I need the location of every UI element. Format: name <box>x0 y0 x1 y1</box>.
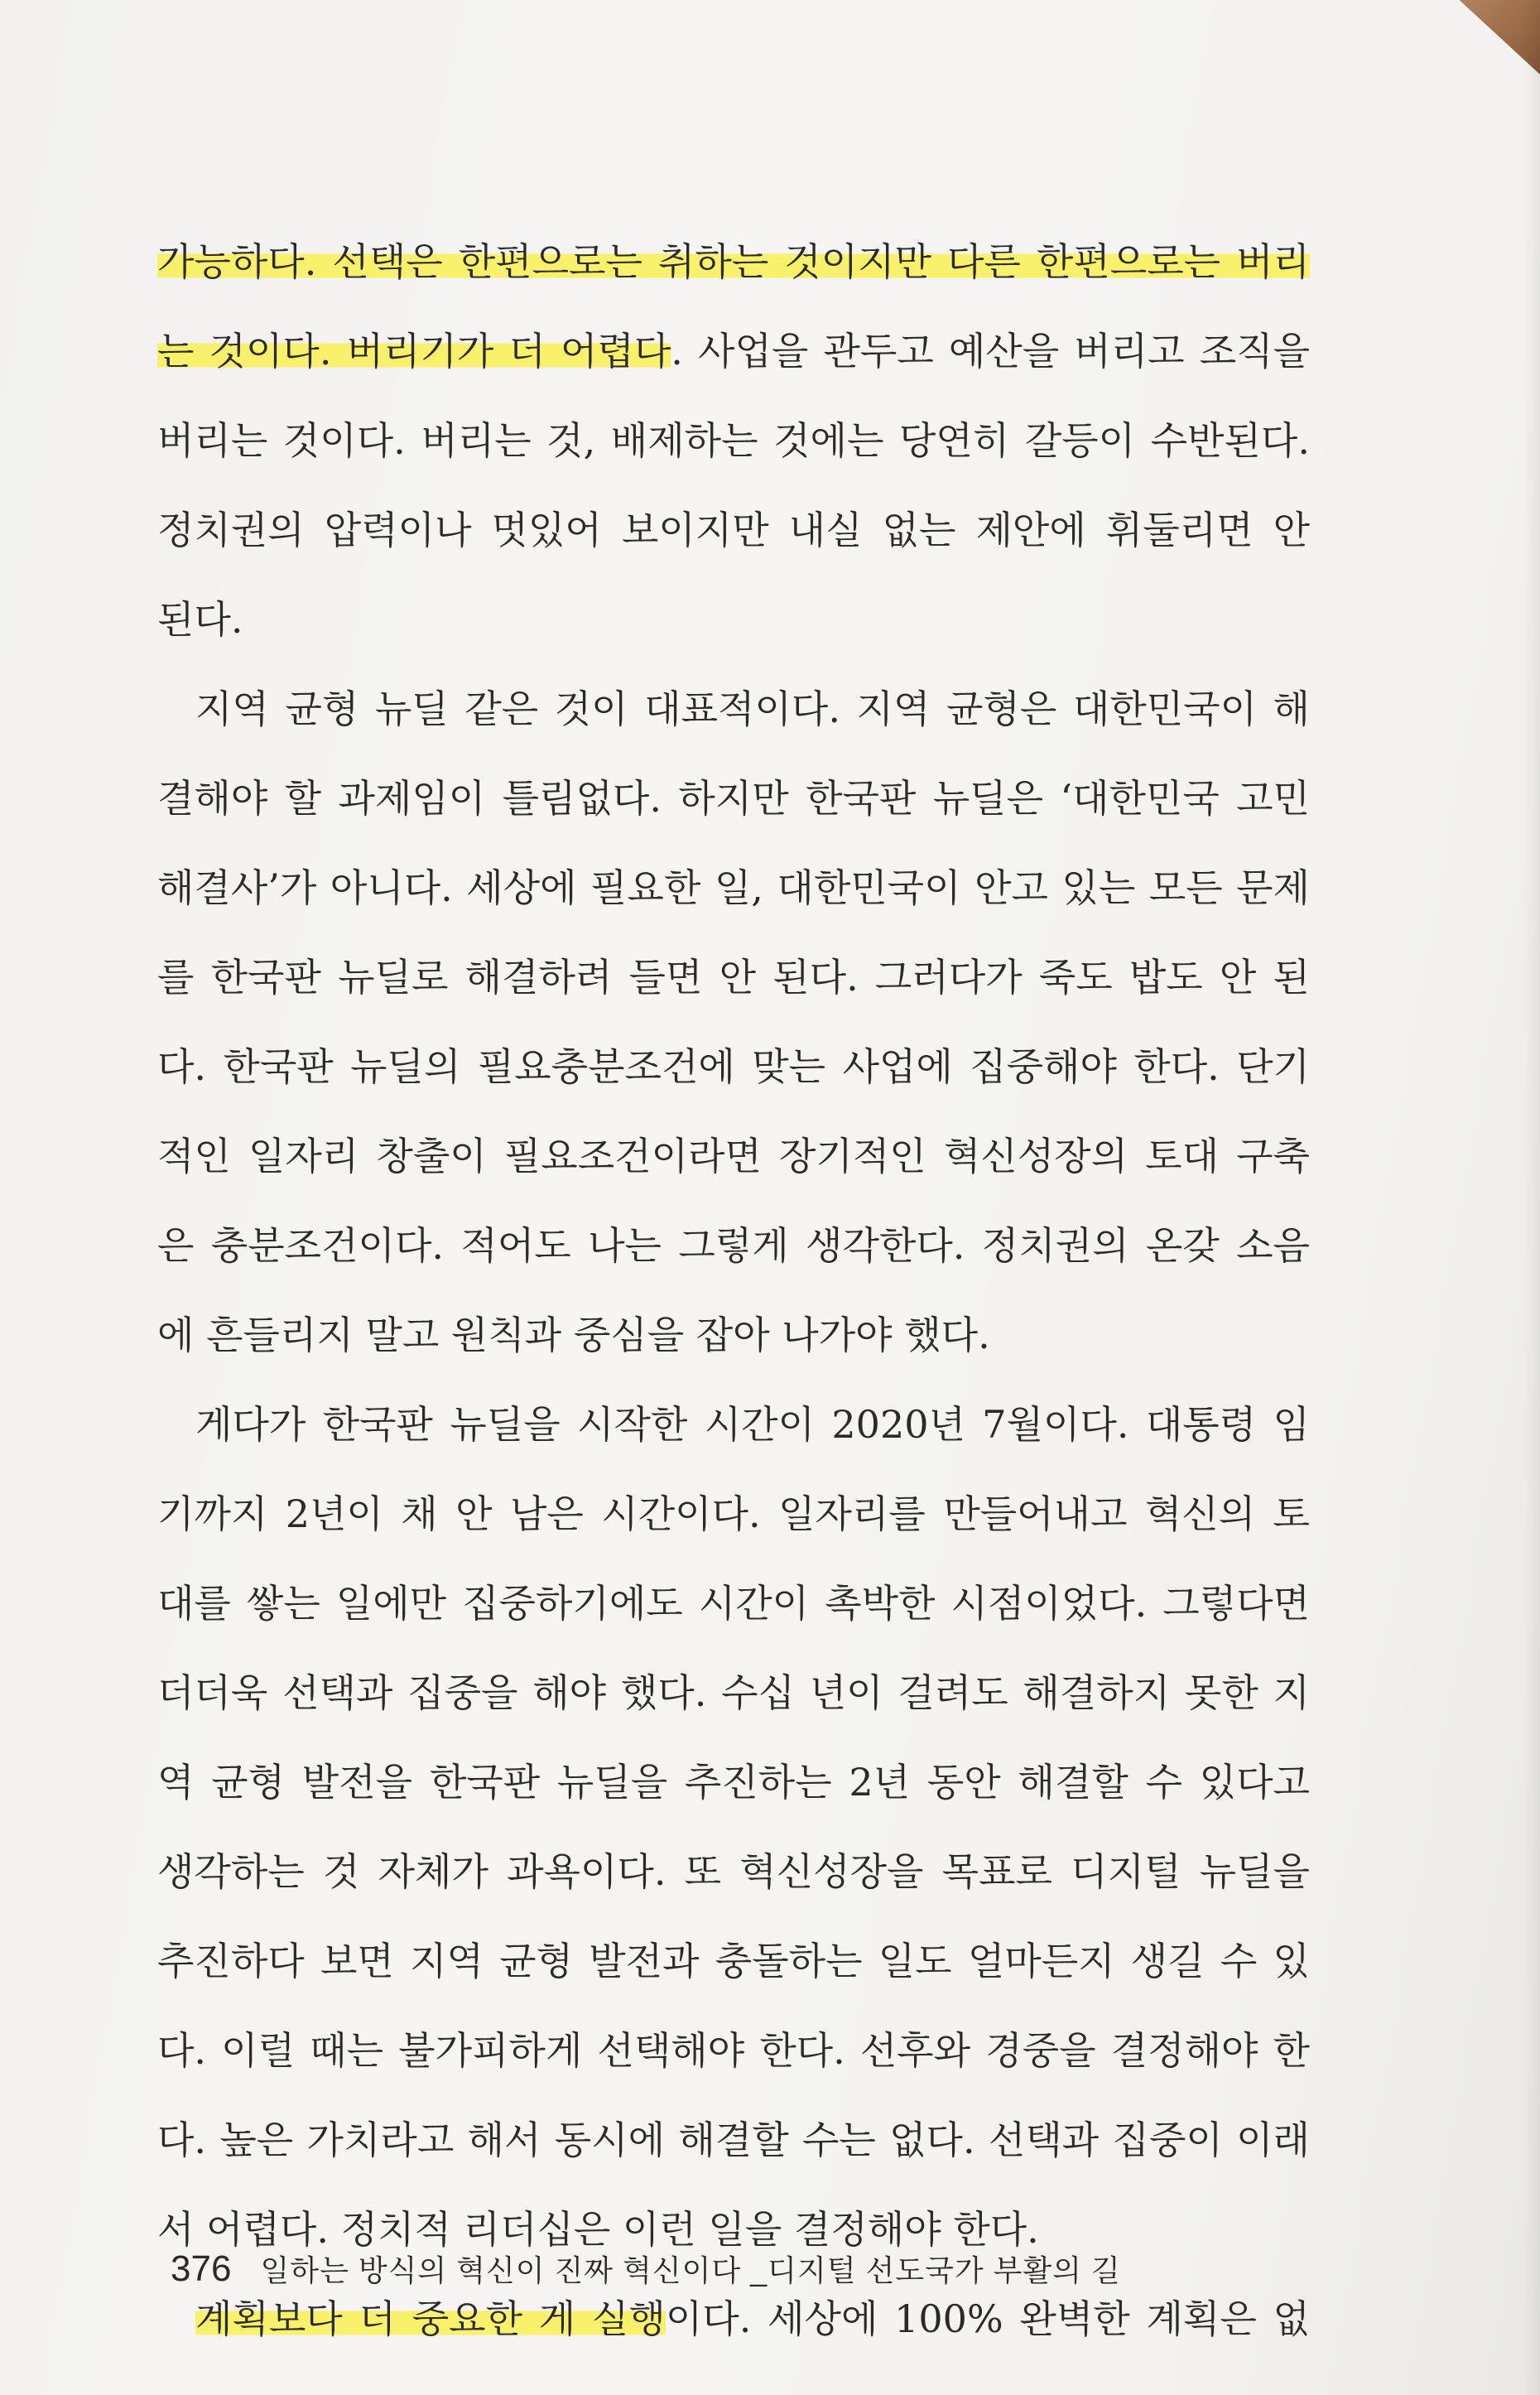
text-line: 게다가 한국판 뉴딜을 시작한 시간이 2020년 7월이다. 대통령 임 <box>195 1402 1310 1447</box>
page-edge-shadow <box>1523 0 1540 2395</box>
text-line: 지역 균형 뉴딜 같은 것이 대표적이다. 지역 균형은 대한민국이 해 <box>195 687 1310 731</box>
body-text <box>157 217 1310 2364</box>
text-line: 는 것이다. 버리기가 더 어렵다. 사업을 관두고 예산을 버리고 조직을 <box>157 329 1310 373</box>
text-line: 를 한국판 뉴딜로 해결하려 들면 안 된다. 그러다가 죽도 밥도 안 된 <box>157 955 1310 1000</box>
text-line: 버리는 것이다. 버리는 것, 배제하는 것에는 당연히 갈등이 수반된다. <box>157 418 1310 463</box>
page-number: 376 <box>171 2248 232 2289</box>
text-line: 계획보다 더 중요한 게 실행이다. 세상에 100% 완벽한 계획은 없 <box>195 2296 1310 2341</box>
text-line: 해결사’가 아니다. 세상에 필요한 일, 대한민국이 안고 있는 모든 문제 <box>157 865 1310 910</box>
text-line: 다. 한국판 뉴딜의 필요충분조건에 맞는 사업에 집중해야 한다. 단기 <box>157 1044 1310 1089</box>
text-line <box>157 217 1310 306</box>
text-line: 된다. <box>157 597 243 642</box>
text-line: 서 어렵다. 정치적 리더십은 이런 일을 결정해야 한다. <box>157 2207 1039 2252</box>
text-line: 더더욱 선택과 집중을 해야 했다. 수십 년이 걸려도 해결하지 못한 지 <box>157 1670 1310 1715</box>
highlighted-text: 가능하다. 선택은 한편으로는 취하는 것이지만 다른 한편으로는 버리 <box>157 239 1310 284</box>
text-line: 역 균형 발전을 한국판 뉴딜을 추진하는 2년 동안 해결할 수 있다고 <box>157 1760 1310 1805</box>
text-line: 다. 높은 가치라고 해서 동시에 해결할 수는 없다. 선택과 집중이 이래 <box>157 2118 1310 2162</box>
text-line: 적인 일자리 창출이 필요조건이라면 장기적인 혁신성장의 토대 구축 <box>157 1134 1310 1178</box>
text-line: 결해야 할 과제임이 틀림없다. 하지만 한국판 뉴딜은 ‘대한민국 고민 <box>157 776 1310 821</box>
text-line: 대를 쌓는 일에만 집중하기에도 시간이 촉박한 시점이었다. 그렇다면 <box>157 1581 1310 1626</box>
text-line: 다. 이럴 때는 불가피하게 선택해야 한다. 선후와 경중을 결정해야 한 <box>157 2028 1310 2073</box>
text-line: 정치권의 압력이나 멋있어 보이지만 내실 없는 제안에 휘둘리면 안 <box>157 508 1310 552</box>
text-line: 생각하는 것 자체가 과욕이다. 또 혁신성장을 목표로 디지털 뉴딜을 <box>157 1849 1310 1894</box>
highlighted-text: 는 것이다. 버리기가 더 어렵다 <box>157 329 671 373</box>
text-line: 은 충분조건이다. 적어도 나는 그렇게 생각한다. 정치권의 온갖 소음 <box>157 1223 1310 1268</box>
page-footer <box>171 2244 1121 2294</box>
text-line: 추진하다 보면 지역 균형 발전과 충돌하는 일도 얼마든지 생길 수 있 <box>157 1939 1310 1983</box>
text-line: 기까지 2년이 채 안 남은 시간이다. 일자리를 만들어내고 혁신의 토 <box>157 1491 1310 1536</box>
running-title: 일하는 방식의 혁신이 진짜 혁신이다 _디지털 선도국가 부활의 길 <box>260 2253 1121 2287</box>
text-line: 에 흔들리지 말고 원칙과 중심을 잡아 나가야 했다. <box>157 1313 990 1357</box>
highlighted-text: 계획보다 더 중요한 게 실행 <box>195 2296 666 2341</box>
